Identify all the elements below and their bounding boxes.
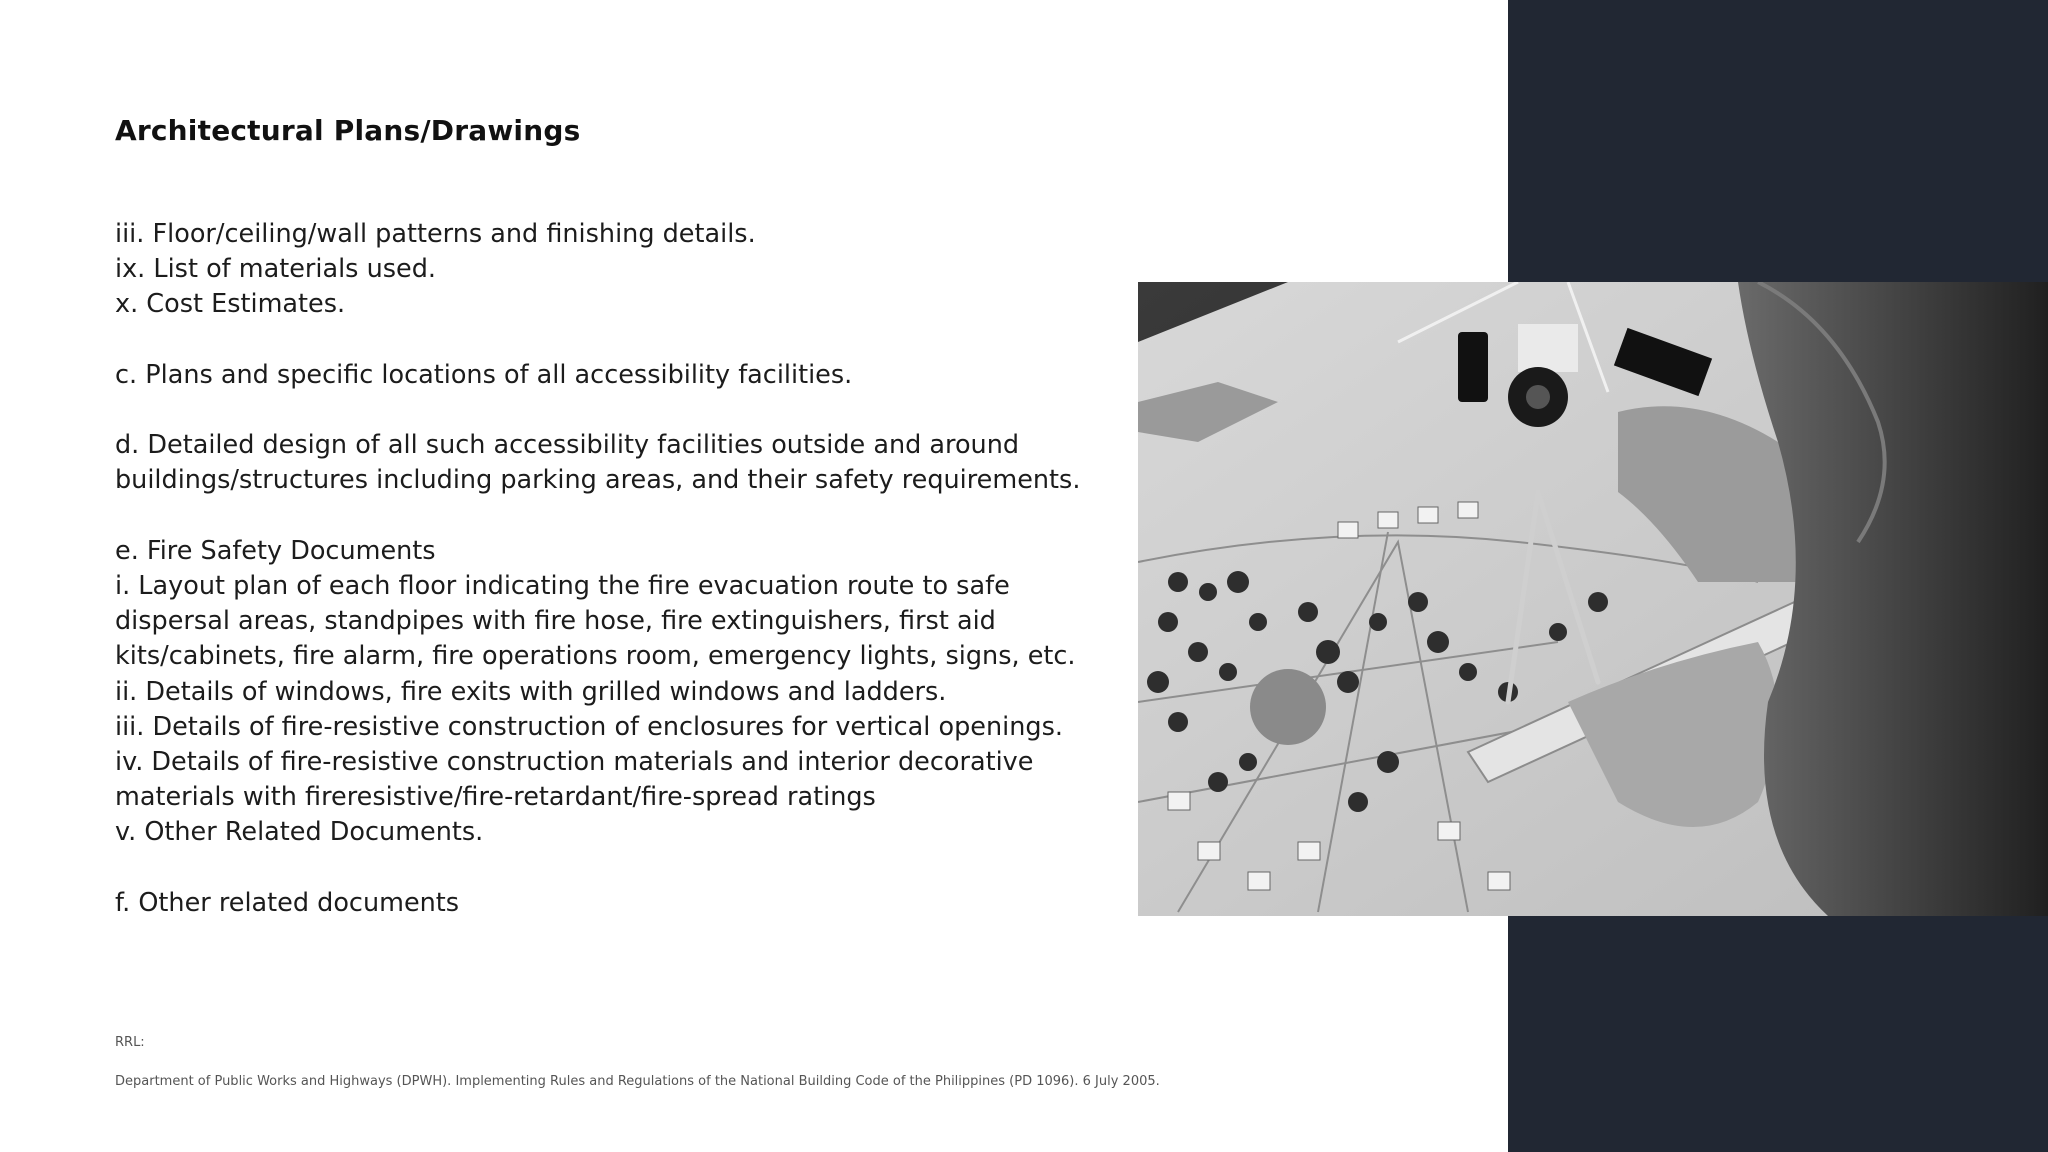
text-line: kits/cabinets, fire alarm, fire operations room, emergency lights, signs, etc. <box>115 641 1076 672</box>
rrl-label: RRL: <box>115 1035 145 1050</box>
text-line: i. Layout plan of each floor indicating the fire evacuation route to safe <box>115 570 1010 601</box>
text-line: ix. List of materials used. <box>115 254 437 285</box>
text-line: materials with fireresistive/fire-retardant/fire-spread ratings <box>115 782 876 813</box>
slide-body <box>115 217 1081 921</box>
paragraph-materials <box>115 217 1075 323</box>
text-line: iii. Floor/ceiling/wall patterns and finishing details. <box>115 219 756 249</box>
text-line: f. Other related documents <box>115 887 460 918</box>
text-line: v. Other Related Documents. <box>115 817 484 848</box>
paragraph-other-documents <box>115 886 1075 921</box>
paragraph-accessibility-plans <box>115 358 1075 393</box>
citation-text: Department of Public Works and Highways (DPWH). Implementing Rules and Regulations of the National Building Code of the Philippines (PD 1096). 6 July 2005. <box>115 1074 1160 1089</box>
architect-model-photo <box>1138 282 2048 916</box>
text-line: x. Cost Estimates. <box>115 289 346 320</box>
paragraph-accessibility-design <box>115 428 1081 498</box>
text-line: ii. Details of windows, fire exits with grilled windows and ladders. <box>115 676 947 707</box>
paragraph-fire-safety <box>115 534 1075 851</box>
slide-title: Architectural Plans/Drawings <box>115 114 581 147</box>
text-line: c. Plans and specific locations of all accessibility facilities. <box>115 359 853 390</box>
text-line: d. Detailed design of all such accessibility facilities outside and around <box>115 430 1020 461</box>
text-line: buildings/structures including parking areas, and their safety requirements. <box>115 465 1081 496</box>
text-line: dispersal areas, standpipes with fire hose, fire extinguishers, first aid <box>115 606 996 637</box>
text-line: iv. Details of fire-resistive construction materials and interior decorative <box>115 747 1034 777</box>
text-line: e. Fire Safety Documents <box>115 535 436 566</box>
text-line: iii. Details of fire-resistive construction of enclosures for vertical openings. <box>115 711 1063 742</box>
